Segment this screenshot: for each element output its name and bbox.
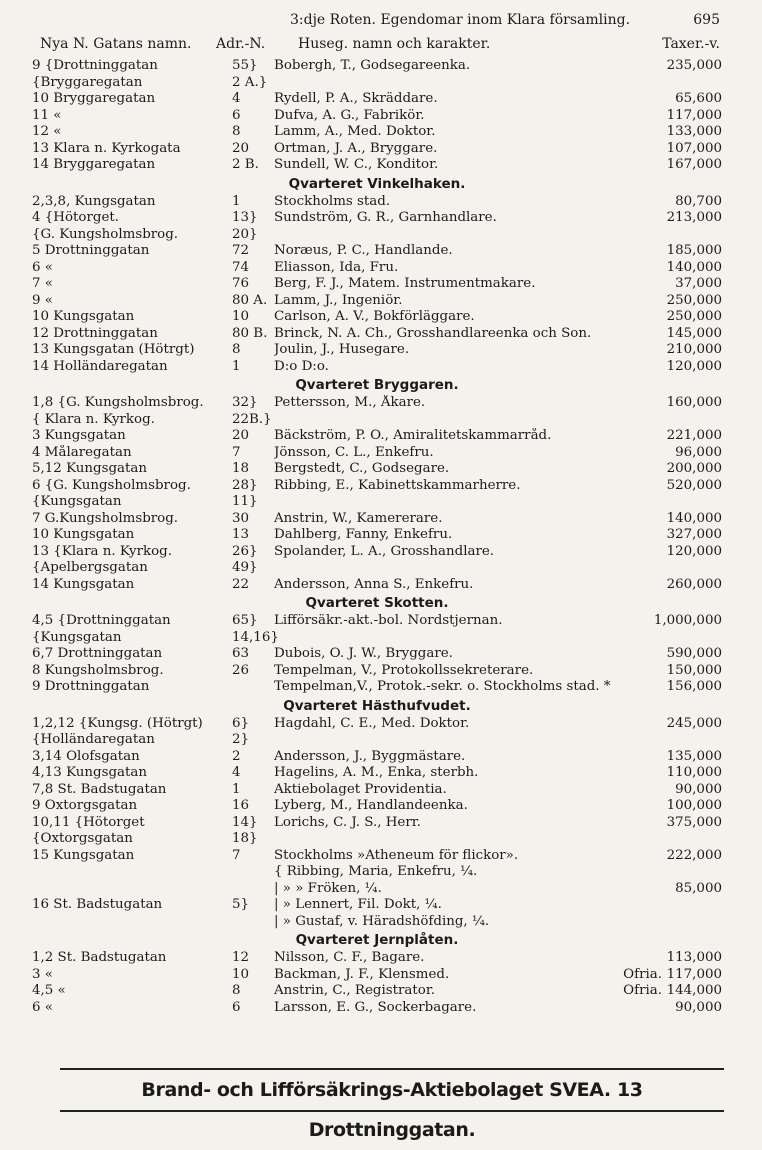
owner-cell: | » » Fröken, ¼. [274,880,382,896]
owner-cell: Anstrin, W., Kamererare. [274,510,443,526]
owner-cell: Dubois, O. J. W., Bryggare. [274,646,453,661]
number-cell: 30 [232,510,250,526]
tax-cell: 213,000 [666,210,722,225]
owner-cell: Anstrin, C., Registrator. [274,983,436,998]
number-cell: 20 [232,140,250,156]
tax-cell: 140,000 [666,510,722,526]
tax-cell: 167,000 [666,157,722,172]
owner-cell: Bobergh, T., Godsegareenka. [274,58,471,73]
street-cell: 8 Kungsholmsbrog. [32,662,164,678]
tax-cell: 80,700 [675,193,722,209]
number-cell: 7 [232,847,241,863]
number-cell: 1 [232,358,241,374]
street-cell: {Kungsgatan [32,494,122,509]
street-cell: 12 Drottninggatan [32,325,158,341]
tax-cell: 185,000 [666,243,722,258]
number-cell: 22B.} [232,411,272,427]
number-cell: 5} [232,897,250,912]
property-row [32,227,722,244]
number-cell: 65} [232,613,258,628]
tax-cell: 120,000 [666,358,722,374]
tax-cell: 120,000 [666,543,722,559]
owner-cell: Hagdahl, C. E., Med. Doktor. [274,715,470,731]
street-cell: 12 « [32,124,62,139]
tax-cell: 160,000 [666,395,722,410]
property-row [32,897,722,914]
column-header [40,36,720,58]
number-cell: 10 [232,309,250,324]
owner-cell: Joulin, J., Husegare. [274,342,410,357]
street-cell: 9 Oxtorgsgatan [32,798,138,813]
number-cell: 63 [232,646,250,661]
owner-cell: { Ribbing, Maria, Enkefru, ¼. [274,864,478,879]
street-cell: 11 « [32,107,62,123]
number-cell: 10 [232,966,250,982]
number-cell: 11} [232,494,258,509]
street-cell: 4,5 {Drottninggatan [32,613,171,628]
property-row [32,716,722,733]
owner-cell: Lifförsäkr.-akt.-bol. Nordstjernan. [274,613,503,628]
property-row [32,646,722,663]
property-row [32,679,722,696]
street-cell: {Apelbergsgatan [32,560,148,575]
quarter-heading [32,930,722,950]
property-row [32,511,722,528]
property-row [32,831,722,848]
number-cell: 6 [232,999,241,1015]
street-cell: 10,11 {Hötorget [32,814,145,830]
property-row [32,243,722,260]
number-cell: 6} [232,715,250,731]
number-cell: 49} [232,560,258,575]
owner-cell: Bäckström, P. O., Amiralitetskammarråd. [274,428,552,443]
street-cell: 14 Bryggaregatan [32,157,156,172]
owner-cell: Noræus, P. C., Handlande. [274,243,453,258]
property-row [32,950,722,967]
tax-cell: 90,000 [675,999,722,1015]
number-cell: 4 [232,765,241,780]
street-cell: 6 « [32,259,53,275]
street-cell: 10 Kungsgatan [32,527,135,542]
ofria-cell: Ofria. [623,966,662,982]
number-cell: 18 [232,461,250,476]
street-cell: 7,8 St. Badstugatan [32,781,167,797]
property-row [32,864,722,881]
street-cell: 6 {G. Kungsholmsbrog. [32,477,191,493]
property-row [32,58,722,75]
quarter-title: Qvarteret Bryggaren. [295,377,459,393]
tax-cell: 520,000 [666,477,722,493]
street-cell: 13 Kungsgatan (Hötrgt) [32,342,195,357]
number-cell: 14,16} [232,629,279,645]
property-row [32,577,722,594]
street-cell: { Klara n. Kyrkog. [32,411,155,427]
street-cell: 7 « [32,276,53,291]
number-cell: 18} [232,831,258,846]
number-cell: 2 B. [232,157,259,172]
property-row [32,749,722,766]
street-cell: 2,3,8, Kungsgatan [32,193,156,209]
owner-cell: Tempelman,V., Protok.-sekr. o. Stockholms stad. * [274,679,611,694]
tax-cell: 65,600 [675,91,722,106]
owner-cell: Dufva, A. G., Fabrikör. [274,107,425,123]
property-row [32,108,722,125]
number-cell: 2 [232,748,241,764]
roten-title: 3:dje Roten. Egendomar inom Klara församling. [290,12,631,28]
owner-cell: Bergstedt, C., Godsegare. [274,461,450,476]
number-cell: 32} [232,395,258,410]
number-cell: 26} [232,543,258,559]
tax-cell: 250,000 [666,292,722,308]
number-cell: 80 A. [232,292,268,308]
street-cell: 1,2,12 {Kungsg. (Hötrgt) [32,715,203,731]
property-row [32,124,722,141]
owner-cell: Andersson, Anna S., Enkefru. [274,576,474,592]
owner-cell: Pettersson, M., Åkare. [274,395,426,410]
street-cell: 3 « [32,966,53,982]
owner-cell: Sundström, G. R., Garnhandlare. [274,210,497,225]
street-cell: 13 {Klara n. Kyrkog. [32,543,172,559]
owner-cell: Lamm, A., Med. Doktor. [274,124,436,139]
owner-cell: Lorichs, C. J. S., Herr. [274,814,421,830]
street-cell: {G. Kungsholmsbrog. [32,226,179,242]
street-cell: 14 Holländaregatan [32,358,168,374]
quarter-title: Qvarteret Jernplåten. [295,932,459,948]
property-row [32,141,722,158]
property-row [32,663,722,680]
property-row [32,560,722,577]
number-cell: 74 [232,259,250,275]
tax-cell: 90,000 [675,781,722,797]
street-cell: 4,5 « [32,983,66,998]
property-row [32,732,722,749]
owner-cell: Rydell, P. A., Skräddare. [274,91,438,106]
property-row [32,260,722,277]
property-row [32,91,722,108]
number-cell: 22 [232,576,250,592]
number-cell: 8 [232,983,241,998]
tax-cell: 96,000 [675,444,722,460]
street-cell: 6 « [32,999,53,1015]
tax-cell: 327,000 [666,527,722,542]
tax-cell: 222,000 [666,847,722,863]
property-row [32,194,722,211]
owner-cell: Ribbing, E., Kabinettskammarherre. [274,477,521,493]
owner-cell: Jönsson, C. L., Enkefru. [274,444,434,460]
property-row [32,478,722,495]
property-row [32,210,722,227]
street-cell: 16 St. Badstugatan [32,897,163,912]
tax-cell: 117,000 [666,107,722,123]
tax-cell: 85,000 [675,880,722,896]
property-row [32,881,722,898]
number-cell: 26 [232,662,250,678]
tax-cell: 210,000 [666,342,722,357]
owner-cell: Larsson, E. G., Sockerbagare. [274,999,477,1015]
owner-cell: Nilsson, C. F., Bagare. [274,950,425,965]
tax-cell: 150,000 [666,662,722,678]
property-row [32,428,722,445]
tax-cell: 144,000 [666,983,722,998]
street-cell: 10 Bryggaregatan [32,91,156,106]
street-cell: 4 {Hötorget. [32,210,120,225]
property-row [32,815,722,832]
property-row [32,412,722,429]
property-row [32,293,722,310]
tax-cell: 235,000 [666,58,722,73]
owner-cell: Dahlberg, Fanny, Enkefru. [274,527,453,542]
ofria-cell: Ofria. [623,983,662,998]
quarter-title: Qvarteret Vinkelhaken. [288,175,466,192]
number-cell: 80 B. [232,325,268,341]
number-cell: 6 [232,107,241,123]
tax-cell: 110,000 [666,765,722,780]
tax-cell: 37,000 [675,276,722,291]
number-cell: 76 [232,276,250,291]
number-cell: 8 [232,342,241,357]
number-cell: 12 [232,950,250,965]
tax-cell: 107,000 [666,140,722,156]
number-cell: 72 [232,243,250,258]
property-row [32,309,722,326]
owner-cell: | » Lennert, Fil. Dokt, ¼. [274,897,442,912]
number-cell: 7 [232,444,241,460]
owner-cell: Ortman, J. A., Bryggare. [274,140,438,156]
owner-cell: D:o D:o. [274,358,329,374]
street-cell: 7 G.Kungsholmsbrog. [32,510,179,526]
owner-cell: Stockholms stad. [274,193,391,209]
tax-cell: 590,000 [666,646,722,661]
tax-cell: 156,000 [666,679,722,694]
quarter-heading [32,174,722,194]
quarter-title: Qvarteret Skotten. [305,595,449,611]
street-cell: 10 Kungsgatan [32,309,135,324]
owner-cell: | » Gustaf, v. Häradshöfding, ¼. [274,913,490,929]
property-row [32,359,722,376]
property-row [32,326,722,343]
street-cell: 1,2 St. Badstugatan [32,950,167,965]
street-cell: 9 {Drottninggatan [32,58,158,73]
street-cell: 1,8 {G. Kungsholmsbrog. [32,395,204,410]
owner-cell: Carlson, A. V., Bokförläggare. [274,309,475,324]
street-cell: 5,12 Kungsgatan [32,461,148,476]
street-cell: {Bryggaregatan [32,74,143,90]
tax-cell: 140,000 [666,259,722,275]
quarter-heading [32,593,722,613]
street-cell: 15 Kungsgatan [32,847,135,863]
property-row [32,395,722,412]
property-row [32,494,722,511]
property-row [32,630,722,647]
property-row [32,914,722,931]
owner-cell: Hagelins, A. M., Enka, sterbh. [274,765,479,780]
number-cell: 2 A.} [232,74,268,90]
property-row [32,782,722,799]
property-list [32,58,722,1016]
owner-col-header: Huseg. namn och karakter. [298,36,491,52]
number-cell: 55} [232,58,258,73]
tax-cell: 245,000 [666,715,722,731]
quarter-heading [32,375,722,395]
street-cell: 13 Klara n. Kyrkogata [32,140,181,156]
number-cell: 13 [232,527,250,542]
owner-cell: Sundell, W. C., Konditor. [274,157,439,172]
number-cell: 8 [232,124,241,139]
number-cell: 1 [232,781,241,797]
owner-cell: Lyberg, M., Handlandeenka. [274,798,468,813]
tax-cell: 133,000 [666,124,722,139]
number-cell: 4 [232,91,241,106]
tax-cell: 100,000 [666,798,722,813]
property-row [32,765,722,782]
street-cell: {Kungsgatan [32,629,122,645]
number-cell: 20 [232,428,250,443]
street-cell: 3 Kungsgatan [32,428,126,443]
street-cell: 5 Drottninggatan [32,243,150,258]
owner-cell: Eliasson, Ida, Fru. [274,259,399,275]
quarter-title: Qvarteret Hästhufvudet. [283,697,471,714]
street-col-header: Nya N. Gatans namn. [40,36,192,52]
tax-col-header: Taxer.-v. [662,36,720,52]
property-row [32,445,722,462]
street-cell: {Oxtorgsgatan [32,831,133,846]
owner-cell: Berg, F. J., Matem. Instrumentmakare. [274,276,536,291]
number-cell: 13} [232,210,258,225]
property-row [32,983,722,1000]
property-row [32,544,722,561]
property-row [32,342,722,359]
tax-cell: 260,000 [666,576,722,592]
owner-cell: Backman, J. F., Klensmed. [274,966,450,982]
tax-cell: 250,000 [666,309,722,324]
owner-cell: Brinck, N. A. Ch., Grosshandlareenka och Son. [274,325,592,341]
street-cell: 3,14 Olofsgatan [32,748,140,764]
property-row [32,157,722,174]
owner-cell: Andersson, J., Byggmästare. [274,748,466,764]
tax-cell: 145,000 [666,325,722,341]
tax-cell: 221,000 [666,428,722,443]
number-cell: 16 [232,798,250,813]
number-cell: 14} [232,814,258,830]
tax-cell: 135,000 [666,748,722,764]
owner-cell: Tempelman, V., Protokollssekreterare. [274,662,534,678]
owner-cell: Aktiebolaget Providentia. [274,781,447,797]
street-cell: {Holländaregatan [32,732,155,747]
number-cell: 20} [232,226,258,242]
property-row [32,75,722,92]
property-row [32,798,722,815]
tax-cell: 1,000,000 [653,613,722,628]
street-cell: 6,7 Drottninggatan [32,646,163,661]
street-cell: 4 Målaregatan [32,444,132,460]
street-cell: 9 « [32,292,53,308]
owner-cell: Lamm, J., Ingeniör. [274,292,403,308]
property-row [32,1000,722,1017]
owner-cell: Spolander, L. A., Grosshandlare. [274,543,495,559]
property-row [32,848,722,865]
adr-col-header: Adr.-N. [216,36,266,52]
advertisement-footer: Brand- och Lifförsäkrings-Aktiebolaget SVEA. 13 Drottninggatan. [60,1068,724,1112]
owner-cell: Stockholms »Atheneum för flickor». [274,847,519,863]
number-cell: 1 [232,193,241,209]
street-cell: 14 Kungsgatan [32,576,135,592]
tax-cell: 113,000 [666,950,722,965]
page-number: 695 [693,12,720,28]
tax-cell: 117,000 [666,966,722,982]
tax-cell: 200,000 [666,461,722,476]
tax-cell: 375,000 [666,814,722,830]
street-cell: 9 Drottninggatan [32,679,150,694]
property-row [32,527,722,544]
property-row [32,967,722,984]
property-row [32,461,722,478]
page-header [40,12,720,36]
property-row [32,276,722,293]
street-cell: 4,13 Kungsgatan [32,765,148,780]
number-cell: 2} [232,732,250,747]
quarter-heading [32,696,722,716]
number-cell: 28} [232,477,258,493]
property-row [32,613,722,630]
